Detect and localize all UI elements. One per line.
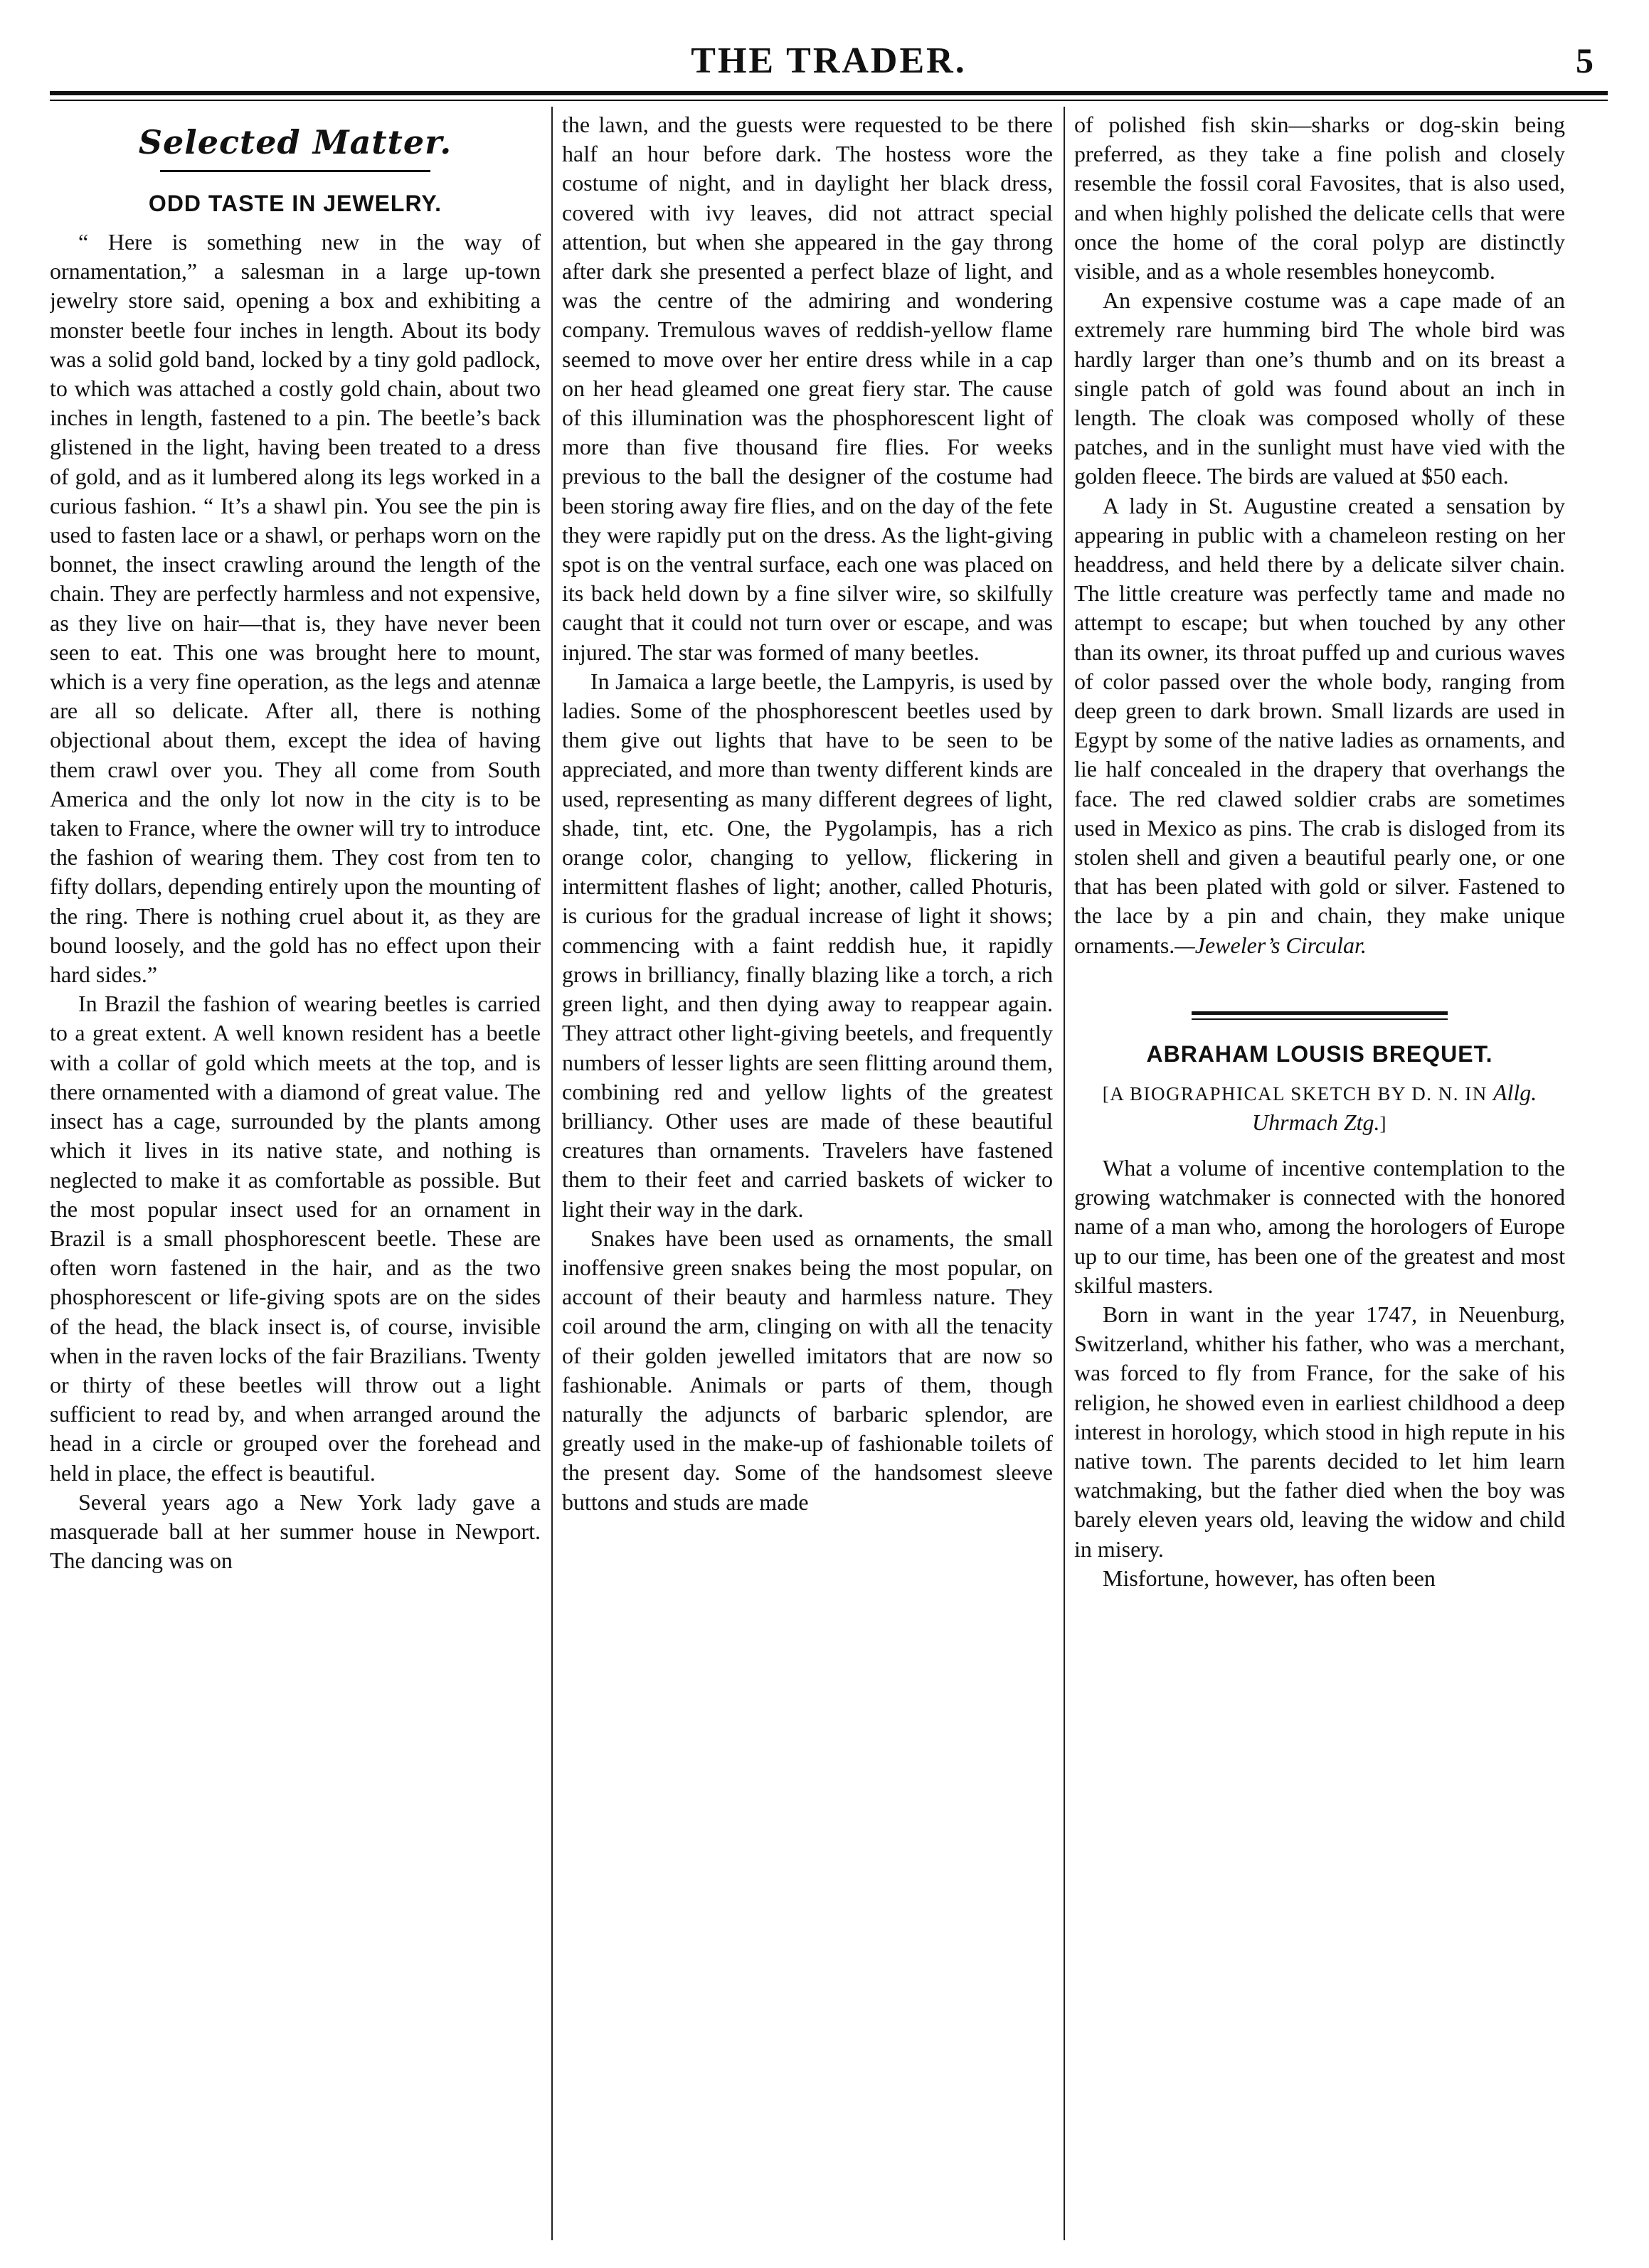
column-divider-2	[1064, 107, 1065, 2240]
article-paragraph: An expensive costume was a cape made of an extremely rare humming bird The whole bird was hardly larger than one’s thumb and on its breast a single patch of gold was found about an inch in length. The cloak was composed wholly of these patches, and in the sunlight must have vied with the golden fleece. The birds are valued at $50 each.	[1074, 287, 1565, 489]
article-paragraph-continued: the lawn, and the guests were requested to be there half an hour before dark. The hostess wore the costume of night, and in daylight her black dress, covered with ivy leaves, did not attract special attention, but when she appeared in the gay throng after dark she presented a perfect blaze of light, and was the centre of the admiring and wondering company. Tremulous waves of reddish-yellow flame seemed to move over her entire dress while in a cap on her head gleamed one great fiery star. The cause of this illumination was the phosphorescent light of more than five thousand fire flies. For weeks previous to the ball the designer of the costume had been storing away fire flies, and on the day of the fete they were rapidly put on the dress. As the light-giving spot is on the ventral surface, each one was placed on its back held down by a fine silver wire, so skilfully caught that it could not turn over or escape, and was injured. The star was formed of many beetles.	[562, 112, 1053, 665]
article-divider	[1192, 1011, 1448, 1020]
article-paragraph: Snakes have been used as ornaments, the small inoffensive green snakes being the most popular, on account of their beauty and harmless nature. They coil around the arm, clinging on with all the tenacity of their golden jewelled imitators that are now so fashionable. Animals or parts of them, though naturally the adjuncts of barbaric splendor, are greatly used in the make-up of fashionable toilets of the present day. Some of the handsomest sleeve buttons and studs are made	[562, 1225, 1053, 1515]
section-title-rule	[160, 170, 430, 172]
column-2	[562, 110, 1053, 2237]
masthead	[50, 36, 1608, 85]
article-paragraph: Born in want in the year 1747, in Neuenburg, Switzerland, whither his father, who was a merchant, was forced to fly from France, for the sake of his religion, he showed even in earliest childhood a deep interest in horology, which stood in high repute in his native town. The parents decided to let him learn watchmaking, but the father died when the boy was barely eleven years old, leaving the widow and child in misery.	[1074, 1301, 1565, 1562]
column-3	[1074, 110, 1565, 2237]
section-title: Selected Matter.	[138, 123, 452, 161]
article-paragraph-text: A lady in St. Augustine created a sensation by appearing in public with a chameleon resting on her headdress, and held there by a delicate silver chain. The little creature was perfectly tame and made no attempt to escape; but when touched by any other than its owner, its throat puffed up and curious waves of color passed over the whole body, ranging from deep green to dark brown. Small lizards are used in Egypt by some of the native ladies as ornaments, and lie half concealed in the drapery that overhangs the face. The red clawed soldier crabs are sometimes used in Mexico as pins. The crab is disloged from its stolen shell and given a beautiful pearly one, or one that has been plated with gold or silver. Fastened to the lace by a pin and chain, they make unique ornaments.	[1074, 492, 1565, 958]
masthead-rule-thin	[50, 100, 1608, 101]
byline-source: Allg. Uhrmach Ztg.	[1251, 1079, 1537, 1135]
article-headline-jewelry: ODD TASTE IN JEWELRY.	[148, 191, 442, 216]
byline-prefix: [A BIOGRAPHICAL SKETCH BY D. N. IN	[1102, 1082, 1488, 1104]
article-byline	[1074, 1078, 1565, 1138]
column-divider-1	[551, 107, 553, 2240]
article-paragraph: “ Here is something new in the way of ornamentation,” a salesman in a large up-town jewelry store said, opening a box and exhibiting a monster beetle four inches in length. About its body was a solid gold band, locked by a tiny gold padlock, to which was attached a costly gold chain, about two inches in length, fastened to a pin. The beetle’s back glistened in the light, having been treated to a dress of gold, and as it lumbered along its legs worked in a curious fashion. “ It’s a shawl pin. You see the pin is used to fasten lace or a shawl, or perhaps worn on the bonnet, the insect crawling around the length of the chain. They are perfectly harmless and not expensive, as they live on hair—that is, they have never been seen to eat. This one was brought here to mount, which is a very fine operation, as the legs and atennæ are all so delicate. After all, there is nothing objectional about them, except the idea of having them crawl over you. They all come from South America and the only lot now in the city is to be taken to France, where the owner will try to introduce the fashion of wearing them. They cost from ten to fifty dollars, depending entirely upon the mounting of the ring. There is nothing cruel about it, as they are bound loosely, and the gold has no effect upon their hard sides.”	[50, 229, 541, 988]
page-number: 5	[1576, 41, 1594, 80]
article-paragraph: What a volume of incentive contemplation to the growing watchmaker is connected with the honored name of a man who, among the horologers of Europe up to our time, has been one of the greatest and most skilful masters.	[1074, 1154, 1565, 1298]
newspaper-title: THE TRADER.	[691, 41, 967, 81]
article-paragraph: Several years ago a New York lady gave a masquerade ball at her summer house in Newport. The dancing was on	[50, 1489, 541, 1574]
article-paragraph-continued: of polished fish skin—sharks or dog-skin being preferred, as they take a fine polish and closely resemble the fossil coral Favosites, that is also used, and when highly polished the delicate cells that were once the home of the coral polyp are distinctly visible, and as a whole resembles honeycomb.	[1074, 112, 1565, 284]
article-paragraph: In Brazil the fashion of wearing beetles is carried to a great extent. A well known resident has a beetle with a collar of gold which meets at the top, and is there ornamented with a diamond of great value. The insect has a cage, surrounded by the plants among which it lives in its native state, and nothing is neglected to make it as comfortable as possible. But the most popular insect used for an ornament in Brazil is a small phosphorescent beetle. These are often worn fastened in the hair, and as the two phosphorescent or life-giving spots are on the sides of the head, the black insect is, of course, invisible when in the raven locks of the fair Brazilians. Twenty or thirty of these beetles will throw out a light sufficient to read by, and when arranged around the head in a circle or grouped over the forehead and held in place, the effect is beautiful.	[50, 991, 541, 1486]
article-paragraph: In Jamaica a large beetle, the Lampyris, is used by ladies. Some of the phosphorescent beetles used by them give out lights that have to be seen to be appreciated, and more than twenty different kinds are used, representing as many different degrees of light, shade, tint, etc. One, the Pygolampis, has a rich orange color, changing to yellow, flickering in intermittent flashes of light; another, called Photuris, is curious for the gradual increase of light it shows; commencing with a faint reddish hue, it rapidly grows in brilliancy, finally blazing like a torch, a rich green light, and then dying away to reappear again. They attract other light-giving beetels, and frequently numbers of lesser lights are seen flitting around them, combining red and yellow lights of the greatest brilliancy. Other uses are made of these beautiful creatures than ornaments. Travelers have fastened them to their feet and carried baskets of wicker to light their way in the dark.	[562, 668, 1053, 1222]
byline-suffix: ]	[1379, 1112, 1388, 1134]
article-source-credit: —Jeweler’s Circular.	[1175, 932, 1367, 958]
article-headline-brequet: ABRAHAM LOUSIS BREQUET.	[1146, 1040, 1493, 1067]
article-paragraph	[1074, 491, 1565, 960]
column-1	[50, 110, 541, 2237]
article-paragraph: Misfortune, however, has often been	[1103, 1565, 1436, 1591]
masthead-rule-thick	[50, 91, 1608, 95]
